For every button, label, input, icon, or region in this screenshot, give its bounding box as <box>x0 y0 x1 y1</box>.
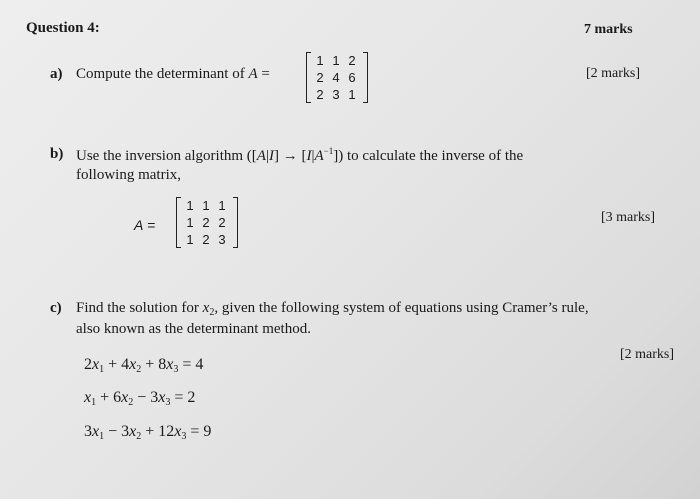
eq-rhs: = 4 <box>178 356 204 373</box>
matrix-left-bracket <box>176 197 181 248</box>
matrix-cell: 4 <box>332 70 340 85</box>
eq-coef: 3 <box>84 423 92 440</box>
matrix-cell: 2 <box>202 215 210 230</box>
part-b-aug2-a: A <box>314 148 324 164</box>
part-b-matrix <box>176 197 238 248</box>
eq-rhs: = 2 <box>170 389 196 406</box>
part-c-var-sub: 2 <box>209 307 215 318</box>
question-title: Question 4: <box>26 20 100 36</box>
part-a-equals: = <box>261 66 270 82</box>
eq-coef: + 6 <box>96 389 122 406</box>
matrix-cell: 1 <box>202 198 210 213</box>
part-b-aug2-sup: −1 <box>323 146 334 156</box>
part-c-marks: [2 marks] <box>620 347 675 362</box>
matrix-right-bracket <box>363 52 368 103</box>
arrow-icon: → <box>282 148 298 164</box>
eq-sub: 2 <box>136 431 142 442</box>
part-a-var: A <box>248 66 258 82</box>
eq-coef: − 3 <box>104 423 130 440</box>
matrix-cell: 2 <box>316 70 324 85</box>
matrix-cell: 2 <box>218 215 226 230</box>
eq-var: x <box>174 423 182 440</box>
matrix-cell: 1 <box>316 53 324 68</box>
part-b-aug2-bar: | <box>311 148 315 164</box>
matrix-cell: 1 <box>186 198 194 213</box>
eq-coef: 2 <box>84 356 92 373</box>
matrix-cell: 3 <box>332 87 340 102</box>
eq-var: x <box>121 389 129 406</box>
part-a-matrix-grid <box>312 52 360 103</box>
eq-coef: + 8 <box>141 356 167 373</box>
matrix-cell: 1 <box>218 198 226 213</box>
part-a-label: a) <box>50 66 63 82</box>
matrix-left-bracket <box>306 52 311 103</box>
part-b-line2: following matrix, <box>76 167 181 183</box>
part-b-aug1-i: I <box>268 148 274 164</box>
part-b-aug1-a: A <box>256 148 266 164</box>
equation-2 <box>84 389 195 408</box>
part-b-text-before: Use the inversion algorithm ([ <box>76 148 257 164</box>
part-b-equals: = <box>147 217 156 233</box>
part-b-aug2-i: I <box>306 148 312 164</box>
eq-var: x <box>129 423 137 440</box>
matrix-cell: 1 <box>332 53 340 68</box>
equation-1 <box>84 356 203 375</box>
part-c-var: x <box>202 300 210 316</box>
part-b-matrix-grid <box>182 197 230 248</box>
matrix-cell: 2 <box>202 232 210 247</box>
part-b-aug2-open: [ <box>301 148 307 164</box>
part-b-var: A <box>134 217 144 233</box>
eq-var: x <box>158 389 166 406</box>
part-b-marks: [3 marks] <box>601 210 656 225</box>
matrix-cell: 1 <box>186 215 194 230</box>
eq-sub: 3 <box>165 397 171 408</box>
equation-3 <box>84 423 211 442</box>
matrix-cell: 1 <box>348 87 356 102</box>
eq-coef: + 12 <box>141 423 175 440</box>
part-b-line1 <box>76 146 523 165</box>
part-a-marks: [2 marks] <box>586 66 641 81</box>
part-a-text <box>76 66 270 83</box>
matrix-cell: 1 <box>186 232 194 247</box>
part-c-line1 <box>76 300 589 318</box>
eq-var: x <box>129 356 137 373</box>
part-b-eq-label <box>134 217 155 233</box>
eq-var: x <box>92 423 100 440</box>
part-c-line2: also known as the determinant method. <box>76 321 311 337</box>
eq-sub: 1 <box>99 364 105 375</box>
part-c-text-before: Find the solution for <box>76 300 199 316</box>
part-b-label: b) <box>50 146 64 162</box>
part-c-text-after: , given the following system of equations using Cramer’s rule, <box>214 300 589 316</box>
part-a-matrix <box>306 52 368 103</box>
matrix-cell: 2 <box>348 53 356 68</box>
part-b-aug1-bar: | <box>265 148 269 164</box>
eq-var: x <box>92 356 100 373</box>
matrix-cell: 6 <box>348 70 356 85</box>
part-a-prompt: Compute the determinant of <box>76 66 245 82</box>
eq-sub: 3 <box>181 431 187 442</box>
eq-sub: 2 <box>136 364 142 375</box>
eq-coef: + 4 <box>104 356 130 373</box>
eq-var: x <box>84 389 92 406</box>
part-b-text-after: ]) to calculate the inverse of the <box>333 148 524 164</box>
eq-sub: 1 <box>99 431 105 442</box>
matrix-right-bracket <box>233 197 238 248</box>
total-marks: 7 marks <box>584 22 633 37</box>
eq-sub: 3 <box>173 364 179 375</box>
part-b-text-mid: ] <box>273 148 279 164</box>
eq-rhs: = 9 <box>186 423 212 440</box>
eq-sub: 2 <box>128 397 134 408</box>
matrix-cell: 2 <box>316 87 324 102</box>
matrix-cell: 3 <box>218 232 226 247</box>
eq-coef: − 3 <box>133 389 159 406</box>
eq-var: x <box>166 356 174 373</box>
eq-sub: 1 <box>91 397 97 408</box>
part-c-label: c) <box>50 300 62 316</box>
